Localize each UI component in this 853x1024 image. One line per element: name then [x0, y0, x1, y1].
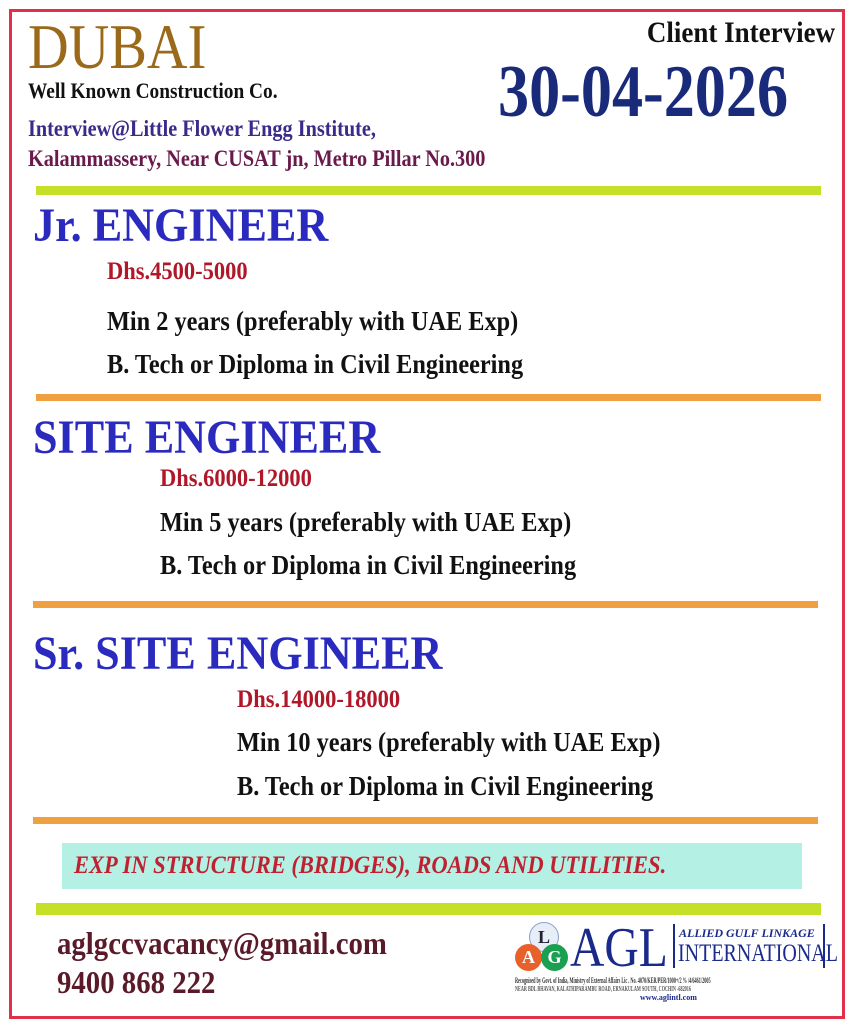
job-qualification: B. Tech or Diploma in Civil Engineering [237, 771, 654, 801]
logo-sub: INTERNATIONAL [678, 940, 838, 967]
divider [36, 903, 821, 915]
interview-type: Client Interview [646, 16, 835, 49]
job-title: Jr. ENGINEER [33, 199, 329, 252]
letter-g-circle: G [541, 944, 568, 971]
job-experience: Min 5 years (preferably with UAE Exp) [160, 507, 572, 537]
venue-line-1: Interview@Little Flower Engg Institute, [28, 116, 376, 141]
job-experience: Min 10 years (preferably with UAE Exp) [237, 727, 661, 757]
job-salary: Dhs.6000-12000 [160, 465, 312, 492]
divider [33, 601, 818, 608]
logo-brand: AGL [570, 917, 668, 979]
letter-a-circle: A [515, 944, 542, 971]
job-salary: Dhs.14000-18000 [237, 686, 401, 713]
job-experience: Min 2 years (preferably with UAE Exp) [107, 306, 519, 336]
agl-logo [515, 917, 838, 1010]
company-name: Well Known Construction Co. [28, 78, 278, 103]
logo-address: NEAR BDL BHAVAN, KALATHIPARAMBU ROAD, ERNAKULAM SOUTH, COCHIN -682016 [515, 985, 691, 993]
job-title: Sr. SITE ENGINEER [33, 627, 443, 680]
divider [33, 817, 818, 824]
contact-phone[interactable]: 9400 868 222 [57, 964, 216, 1000]
divider [36, 186, 821, 195]
venue-line-2: Kalammassery, Near CUSAT jn, Metro Pillar No.300 [28, 146, 486, 171]
job-qualification: B. Tech or Diploma in Civil Engineering [107, 349, 524, 379]
city-heading: DUBAI [28, 11, 207, 82]
contact-email[interactable]: aglgccvacancy@gmail.com [57, 925, 387, 961]
job-salary: Dhs.4500-5000 [107, 258, 248, 285]
logo-license: Recognised by Govt. of India, Ministry of External Affairs Lic . No. 4070/KER/PER/1000+/2 % /4/6461/2005 [515, 976, 711, 985]
divider [36, 394, 821, 401]
interview-date: 30-04-2026 [498, 51, 789, 133]
logo-website[interactable]: www.aglintl.com [640, 993, 697, 1002]
logo-tagline: ALLIED GULF LINKAGE [679, 926, 815, 940]
job-title: SITE ENGINEER [33, 411, 381, 464]
experience-highlight: EXP IN STRUCTURE (BRIDGES), ROADS AND UTILITIES. [74, 852, 667, 879]
job-qualification: B. Tech or Diploma in Civil Engineering [160, 550, 577, 580]
globe-icon: L [529, 922, 559, 952]
